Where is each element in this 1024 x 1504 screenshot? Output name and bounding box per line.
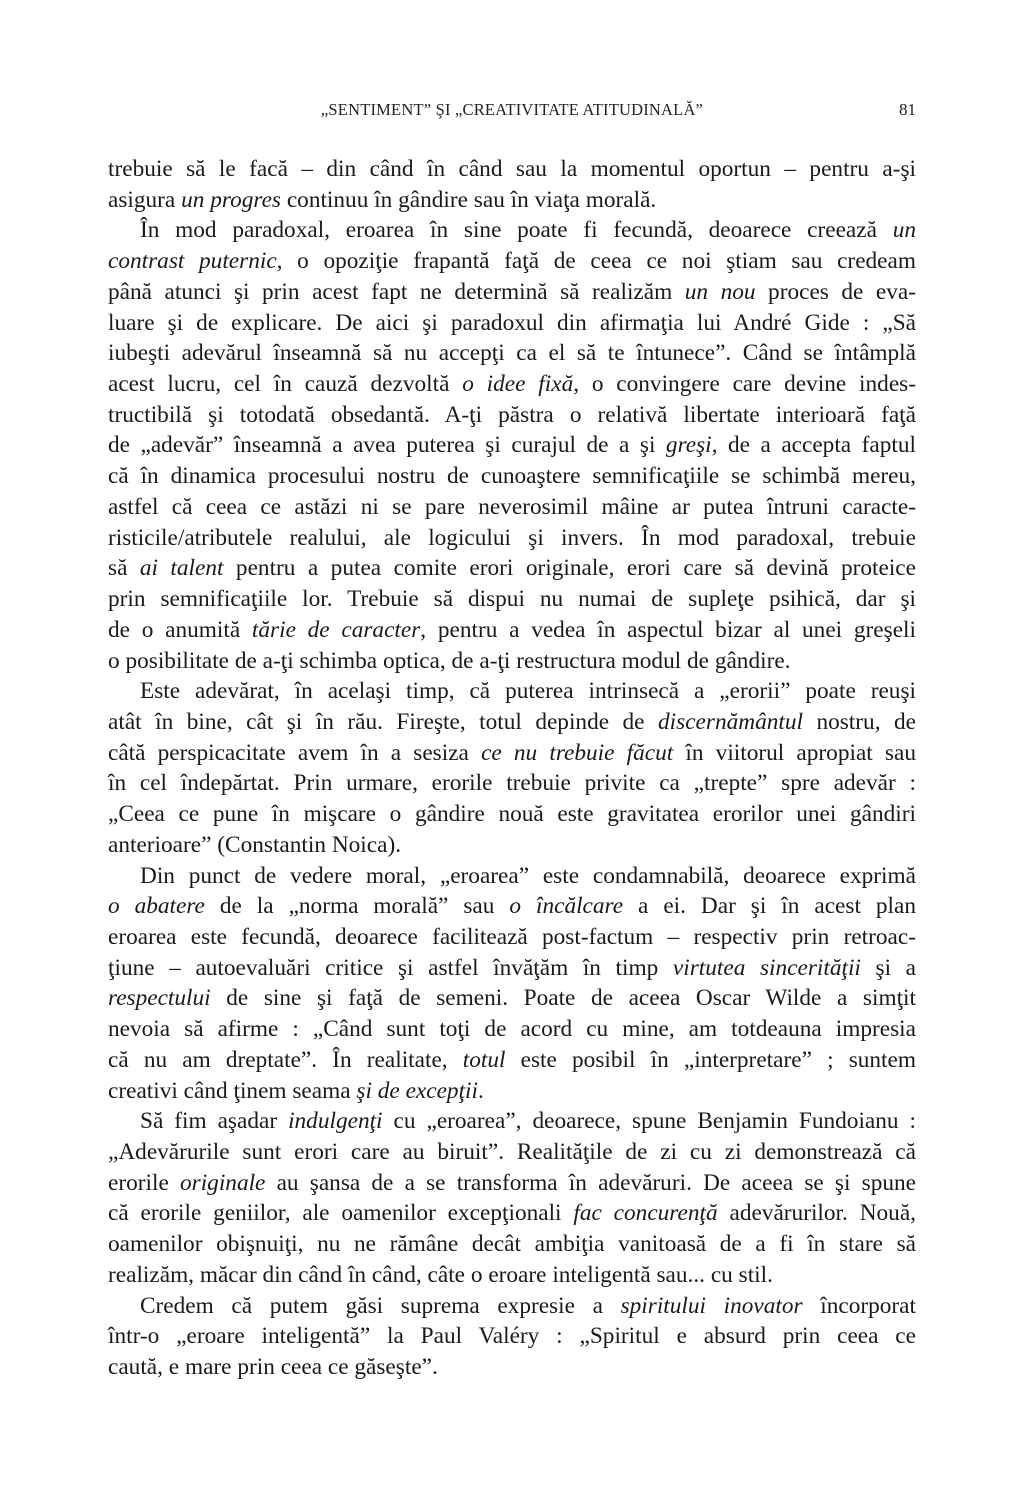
text-segment: este posibil în „interpretare” ; suntem: [505, 1046, 916, 1073]
text-segment: prin semnificaţiile lor. Trebuie să dispui nu numai de supleţe psihică, dar şi: [108, 586, 916, 613]
text-segment: nostru, de: [802, 708, 916, 735]
text-segment: şi a: [860, 954, 916, 981]
text-segment: .: [478, 1077, 484, 1104]
text-line: [108, 1229, 916, 1260]
text-segment: Este adevărat, în acelaşi timp, că puterea intrinsecă a „erorii” poate reuşi: [140, 678, 916, 705]
italic-emphasis: totul: [462, 1046, 506, 1073]
text-segment: de o anumită: [108, 616, 252, 643]
paragraph-first-line: [108, 1291, 916, 1322]
paragraph-first-line: [108, 215, 916, 246]
text-line: [108, 768, 916, 799]
text-segment: eroarea este fecundă, deoarece facilitează post-factum – respectiv prin retroac-: [108, 923, 916, 950]
text-segment: Din punct de vedere moral, „eroarea” este condamnabilă, deoarece exprimă: [140, 862, 916, 889]
text-line: [108, 1321, 916, 1352]
text-segment: trebuie să le facă – din când în când sau la momentul oportun – pentru a-şi: [108, 156, 916, 182]
page-number: 81: [899, 100, 916, 119]
text-line: [108, 615, 916, 646]
text-line: [108, 738, 916, 769]
text-line: [108, 983, 916, 1014]
text-line: [108, 799, 916, 830]
text-segment: iubeşti adevărul înseamnă să nu accepţi ca el să te întunece”. Când se întâmplă: [108, 340, 916, 367]
italic-emphasis: greşi: [665, 432, 712, 459]
body-text: [108, 154, 916, 1383]
text-segment: în viitorul apropiat sau: [673, 739, 916, 766]
text-line: [108, 1352, 916, 1383]
text-line: [108, 1198, 916, 1229]
text-segment: să: [108, 555, 140, 582]
italic-emphasis: tărie de caracter: [251, 616, 421, 643]
text-segment: o posibilitate de a-ţi schimba optica, de a-ţi restructura modul de gândire.: [108, 647, 791, 674]
text-segment: într-o „eroare inteligentă” la Paul Valéry : „Spiritul e absurd prin ceea ce: [108, 1323, 916, 1350]
text-line: [108, 707, 916, 738]
italic-emphasis: fac concurenţă: [573, 1200, 718, 1227]
text-line: [108, 922, 916, 953]
running-title: „SENTIMENT” ŞI „CREATIVITATE ATITUDINALĂ”: [320, 100, 704, 119]
text-segment: de la „norma morală” sau: [204, 893, 510, 920]
text-segment: , de a accepta faptul: [711, 432, 916, 459]
italic-emphasis: o idee fixă: [462, 371, 574, 398]
italic-emphasis: ce nu trebuie făcut: [481, 739, 674, 766]
paragraph-first-line: [108, 676, 916, 707]
text-line: [108, 154, 916, 185]
text-segment: „Adevărurile sunt erori care au biruit”. Realităţile de zi cu zi demonstrează că: [108, 1139, 916, 1165]
paragraph-first-line: [108, 861, 916, 892]
italic-emphasis: indulgenţi: [288, 1108, 383, 1135]
text-line: [108, 1168, 916, 1199]
text-line: [108, 185, 916, 216]
text-segment: caută, e mare prin ceea ce găseşte”.: [108, 1354, 438, 1381]
text-line: [108, 830, 916, 861]
text-segment: realizăm, măcar din când în când, câte o eroare inteligentă sau... cu stil.: [108, 1261, 773, 1288]
text-segment: acest lucru, cel în cauză dezvoltă: [108, 371, 463, 398]
italic-emphasis: spiritului inovator: [620, 1292, 803, 1319]
text-line: [108, 400, 916, 431]
text-line: [108, 523, 916, 554]
text-segment: adevărurilor. Nouă,: [717, 1200, 916, 1227]
text-segment: că erorile geniilor, ale oamenilor excepţionali: [108, 1200, 574, 1227]
text-segment: atât în bine, cât şi în rău. Fireşte, totul depinde de: [108, 708, 659, 735]
text-segment: creativi când ţinem seama: [108, 1077, 357, 1104]
italic-emphasis: discernământul: [658, 708, 803, 735]
text-segment: Credem că putem găsi suprema expresie a: [140, 1292, 621, 1319]
text-line: [108, 308, 916, 339]
italic-emphasis: un: [892, 217, 916, 244]
text-segment: tructibilă şi totodată obsedantă. A-ţi păstra o relativă libertate interioară faţă: [108, 401, 916, 428]
italic-emphasis: şi de excepţii: [356, 1077, 478, 1104]
text-line: [108, 1260, 916, 1291]
text-segment: cu „eroarea”, deoarece, spune Benjamin Fundoianu :: [382, 1108, 916, 1135]
text-segment: risticile/atributele realului, ale logicului şi invers. În mod paradoxal, trebuie: [108, 524, 916, 551]
text-segment: astfel că ceea ce astăzi ni se pare neverosimil mâine ar putea întruni caracte-: [108, 493, 916, 520]
italic-emphasis: un nou: [684, 278, 756, 305]
paragraph-first-line: [108, 1106, 916, 1137]
text-segment: „Ceea ce pune în mişcare o gândire nouă este gravitatea erorilor unei gândiri: [108, 801, 916, 828]
text-line: [108, 492, 916, 523]
text-segment: că în dinamica procesului nostru de cunoaştere semnificaţiile se schimbă mereu,: [108, 463, 916, 490]
text-segment: , o convingere care devine indes-: [573, 371, 916, 398]
italic-emphasis: respectului: [108, 985, 211, 1012]
text-segment: a ei. Dar şi în acest plan: [623, 893, 916, 920]
text-line: [108, 1137, 916, 1168]
text-line: [108, 430, 916, 461]
text-line: [108, 338, 916, 369]
text-segment: au şansa de a se transforma în adevăruri. De aceea se şi spune: [265, 1169, 916, 1196]
text-segment: în cel îndepărtat. Prin urmare, erorile trebuie privite ca „trepte” spre adevăr :: [108, 770, 916, 797]
text-segment: de sine şi faţă de semeni. Poate de aceea Oscar Wilde a simţit: [210, 985, 916, 1012]
text-segment: Să fim aşadar: [140, 1108, 289, 1135]
text-line: [108, 953, 916, 984]
text-segment: erorile: [108, 1169, 180, 1196]
text-line: [108, 1076, 916, 1107]
text-line: [108, 277, 916, 308]
text-segment: încorporat: [802, 1292, 916, 1319]
text-segment: de „adevăr” înseamnă a avea puterea şi curajul de a şi: [108, 432, 666, 459]
text-line: [108, 646, 916, 677]
italic-emphasis: originale: [179, 1169, 266, 1196]
text-line: [108, 1045, 916, 1076]
text-line: [108, 369, 916, 400]
text-segment: luare şi de explicare. De aici şi paradoxul din afirmaţia lui André Gide : „Să: [108, 309, 916, 336]
text-line: [108, 246, 916, 277]
italic-emphasis: o încălcare: [509, 893, 624, 920]
italic-emphasis: un progres: [181, 186, 281, 213]
text-segment: asigura: [108, 186, 182, 213]
text-line: [108, 891, 916, 922]
text-segment: câtă perspicacitate avem în a sesiza: [108, 739, 482, 766]
text-segment: , pentru a vedea în aspectul bizar al unei greşeli: [420, 616, 916, 643]
text-segment: anterioare” (Constantin Noica).: [108, 831, 402, 858]
text-segment: , o opoziţie frapantă faţă de ceea ce noi ştiam sau credeam: [276, 248, 916, 275]
text-segment: pentru a putea comite erori originale, erori care să devină proteice: [223, 555, 916, 582]
text-line: [108, 553, 916, 584]
italic-emphasis: virtutea sincerităţii: [672, 954, 861, 981]
running-head: [108, 100, 916, 130]
text-segment: În mod paradoxal, eroarea în sine poate fi fecundă, deoarece creează: [140, 217, 893, 244]
italic-emphasis: o abatere: [108, 893, 205, 920]
italic-emphasis: contrast puternic: [108, 248, 277, 275]
text-segment: continuu în gândire sau în viaţa morală.: [281, 186, 657, 213]
text-segment: ţiune – autoevaluări critice şi astfel învăţăm în timp: [108, 954, 673, 981]
text-line: [108, 1014, 916, 1045]
text-segment: oamenilor obişnuiţi, nu ne rămâne decât ambiţia vanitoasă de a fi în stare să: [108, 1231, 916, 1258]
text-segment: că nu am dreptate”. În realitate,: [108, 1046, 463, 1073]
text-segment: până atunci şi prin acest fapt ne determină să realizăm: [108, 278, 685, 305]
italic-emphasis: ai talent: [139, 555, 224, 582]
text-line: [108, 461, 916, 492]
text-segment: nevoia să afirme : „Când sunt toţi de acord cu mine, am totdeauna impresia: [108, 1016, 916, 1043]
text-segment: proces de eva-: [755, 278, 916, 305]
text-line: [108, 584, 916, 615]
